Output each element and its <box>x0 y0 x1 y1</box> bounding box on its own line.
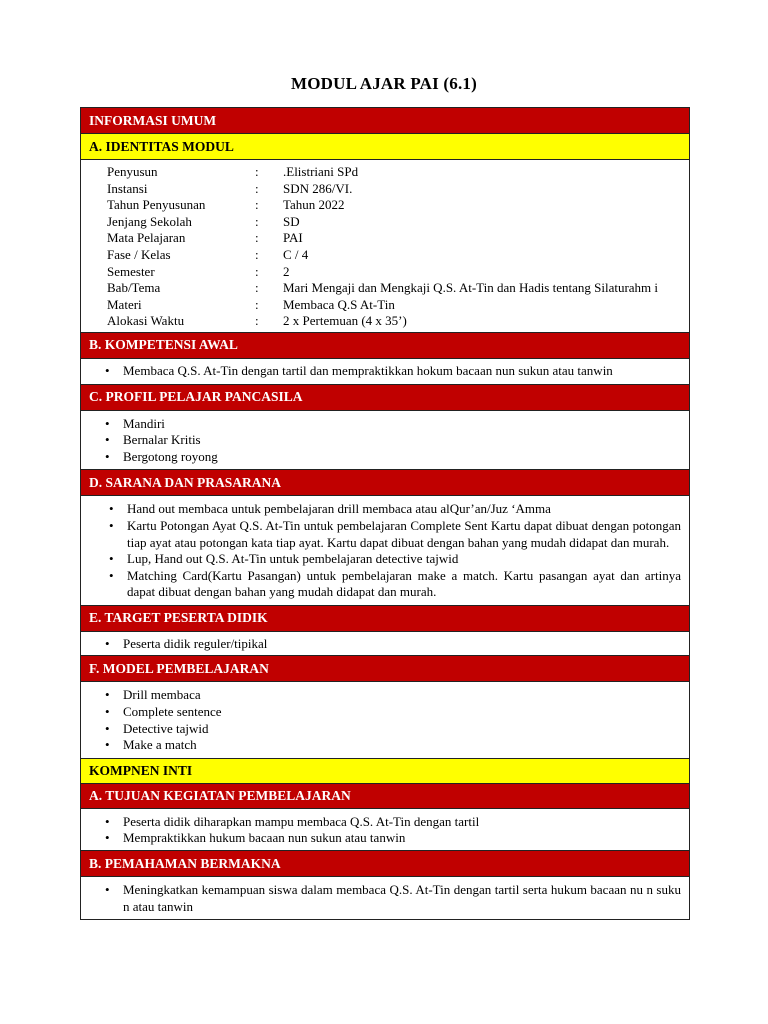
sarana-prasarana-header: D. SARANA DAN PRASARANA <box>81 469 689 495</box>
identitas-row <box>107 197 681 214</box>
identitas-label: Tahun Penyusunan <box>107 197 206 213</box>
identitas-row <box>107 230 681 247</box>
identitas-row <box>107 297 681 314</box>
identitas-value: Tahun 2022 <box>283 197 345 213</box>
target-peserta-list <box>81 631 689 656</box>
informasi-umum-header: INFORMASI UMUM <box>81 108 689 133</box>
list-item: • Kartu Potongan Ayat Q.S. At-Tin untuk pembelajaran Complete Sent Kartu dapat dibuat dengan potongan tiap ayat atau potongan kata tiap ayat. Kartu dapat dibuat dengan bahan yang mudah didapat dan murah. <box>107 518 681 551</box>
identitas-row <box>107 214 681 231</box>
list-item: • Mandiri <box>103 416 681 433</box>
identitas-modul-header: A. IDENTITAS MODUL <box>81 133 689 159</box>
identitas-value: SDN 286/VI. <box>283 180 353 196</box>
identitas-value: PAI <box>283 230 303 246</box>
komponen-inti-header: KOMPNEN INTI <box>81 758 689 783</box>
model-pembelajaran-list <box>81 681 689 757</box>
identitas-label: Alokasi Waktu <box>107 313 185 329</box>
identitas-row <box>107 313 681 330</box>
identitas-value: .Elistriani SPd <box>283 164 359 179</box>
list-item: • Peserta didik diharapkan mampu membaca Q.S. At-Tin dengan tartil <box>103 814 681 831</box>
list-item: • Meningkatkan kemampuan siswa dalam membaca Q.S. At-Tin dengan tartil serta hukum bacaan nu n sukun atau tanwin <box>103 882 681 915</box>
identitas-colon: : <box>255 296 259 312</box>
list-item: • Bergotong royong <box>103 449 681 466</box>
identitas-value: Mari Mengaji dan Mengkaji Q.S. At-Tin dan Hadis tentang Silaturahm i <box>283 280 659 296</box>
identitas-label: Penyusun <box>107 164 158 179</box>
kompetensi-awal-list <box>81 358 689 384</box>
identitas-table <box>81 159 689 332</box>
identitas-label: Semester <box>107 263 155 279</box>
identitas-row <box>107 164 681 181</box>
list-item: • Membaca Q.S. At-Tin dengan tartil dan mempraktikkan hokum bacaan nun sukun atau tanwin <box>103 363 681 380</box>
list-item: • Drill membaca <box>103 687 681 704</box>
identitas-value: C / 4 <box>283 246 309 262</box>
pemahaman-bermakna-list <box>81 876 689 919</box>
kompetensi-awal-header: B. KOMPETENSI AWAL <box>81 332 689 358</box>
list-item: • Peserta didik reguler/tipikal <box>103 636 681 653</box>
identitas-label: Fase / Kelas <box>107 246 171 262</box>
identitas-row <box>107 280 681 297</box>
identitas-label: Instansi <box>107 180 148 196</box>
identitas-colon: : <box>255 180 259 196</box>
list-item: • Mempraktikkan hukum bacaan nun sukun atau tanwin <box>103 830 681 847</box>
identitas-value: Membaca Q.S At-Tin <box>283 296 395 312</box>
identitas-row <box>107 181 681 198</box>
identitas-value: 2 <box>283 263 290 279</box>
list-item: • Make a match <box>103 737 681 754</box>
module-table <box>80 107 690 920</box>
identitas-value: SD <box>283 213 300 229</box>
list-item: • Bernalar Kritis <box>103 432 681 449</box>
document-title: MODUL AJAR PAI (6.1) <box>291 74 477 93</box>
identitas-row <box>107 264 681 281</box>
identitas-colon: : <box>255 280 259 296</box>
identitas-label: Bab/Tema <box>107 280 161 296</box>
list-item: • Hand out membaca untuk pembelajaran drill membaca atau alQur’an/Juz ‘Amma <box>107 501 681 518</box>
identitas-colon: : <box>255 313 259 329</box>
tujuan-pembelajaran-header: A. TUJUAN KEGIATAN PEMBELAJARAN <box>81 783 689 808</box>
list-item: • Complete sentence <box>103 704 681 721</box>
sarana-prasarana-list <box>81 495 689 605</box>
pemahaman-bermakna-header: B. PEMAHAMAN BERMAKNA <box>81 850 689 876</box>
list-item: • Matching Card(Kartu Pasangan) untuk pembelajaran make a match. Kartu pasangan ayat dan artinya dapat dibuat dengan bahan yang mudah didapat dan murah. <box>107 568 681 601</box>
identitas-colon: : <box>255 197 259 213</box>
model-pembelajaran-header: F. MODEL PEMBELAJARAN <box>81 655 689 681</box>
identitas-colon: : <box>255 164 259 179</box>
target-peserta-header: E. TARGET PESERTA DIDIK <box>81 605 689 631</box>
profil-pancasila-header: C. PROFIL PELAJAR PANCASILA <box>81 384 689 410</box>
profil-pancasila-list <box>81 410 689 470</box>
identitas-label: Materi <box>107 296 142 312</box>
list-item: • Lup, Hand out Q.S. At-Tin untuk pembelajaran detective tajwid <box>107 551 681 568</box>
identitas-row <box>107 247 681 264</box>
tujuan-pembelajaran-list <box>81 808 689 850</box>
identitas-label: Mata Pelajaran <box>107 230 186 246</box>
identitas-colon: : <box>255 213 259 229</box>
identitas-colon: : <box>255 246 259 262</box>
identitas-colon: : <box>255 263 259 279</box>
identitas-label: Jenjang Sekolah <box>107 213 192 229</box>
identitas-colon: : <box>255 230 259 246</box>
identitas-value: 2 x Pertemuan (4 x 35’) <box>283 313 407 329</box>
list-item: • Detective tajwid <box>103 721 681 738</box>
